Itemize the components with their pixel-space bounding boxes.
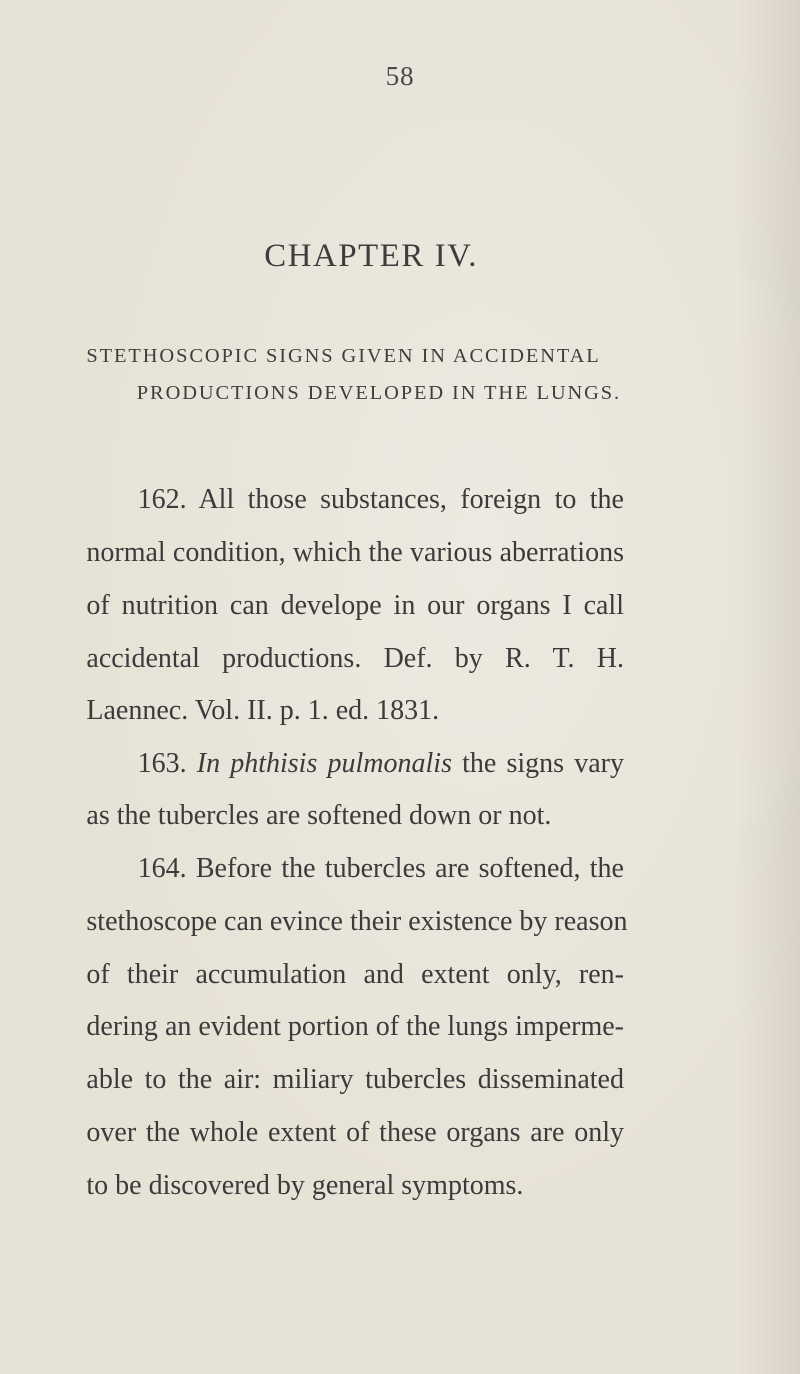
paragraph-164-line-1: 164. Before the tubercles are softened, the (137, 852, 624, 884)
paragraph-163-number: 163. (137, 748, 187, 780)
paragraph-163-line-2: as the tubercles are softened down or not. (86, 800, 552, 832)
paragraph-163-line-1 (138, 750, 624, 778)
paragraph-162-line-4: accidental productions. Def. by R. T. H. (86, 642, 624, 674)
paragraph-164-line-7: to be discovered by general symptoms. (86, 1169, 524, 1201)
paragraph-162-line-1: 162. All those substances, foreign to the (137, 484, 624, 516)
paragraph-163-italic-term: In phthisis pulmonalis (196, 748, 452, 780)
chapter-title: CHAPTER IV. (264, 238, 479, 275)
chapter-subtitle-line-2: PRODUCTIONS DEVELOPED IN THE LUNGS. (136, 382, 622, 405)
chapter-subtitle-line-1: STETHOSCOPIC SIGNS GIVEN IN ACCIDENTAL (86, 345, 601, 368)
page-number: 58 (385, 60, 415, 91)
paragraph-164-line-2: stethoscope can evince their existence by reason (86, 905, 628, 937)
paragraph-164-line-4: dering an evident portion of the lungs imperme- (86, 1011, 624, 1043)
paragraph-163-rest: the signs vary (462, 748, 624, 780)
paragraph-164-line-5: able to the air: miliary tubercles disseminated (86, 1064, 624, 1096)
paragraph-164-line-3: of their accumulation and extent only, ren- (86, 958, 624, 990)
paragraph-162-line-2: normal condition, which the various aberrations (86, 537, 624, 569)
paragraph-164-line-6: over the whole extent of these organs are only (86, 1116, 624, 1148)
paragraph-162-line-3: of nutrition can develope in our organs I call (86, 589, 624, 621)
paragraph-162-line-5: Laennec. Vol. II. p. 1. ed. 1831. (86, 695, 440, 727)
